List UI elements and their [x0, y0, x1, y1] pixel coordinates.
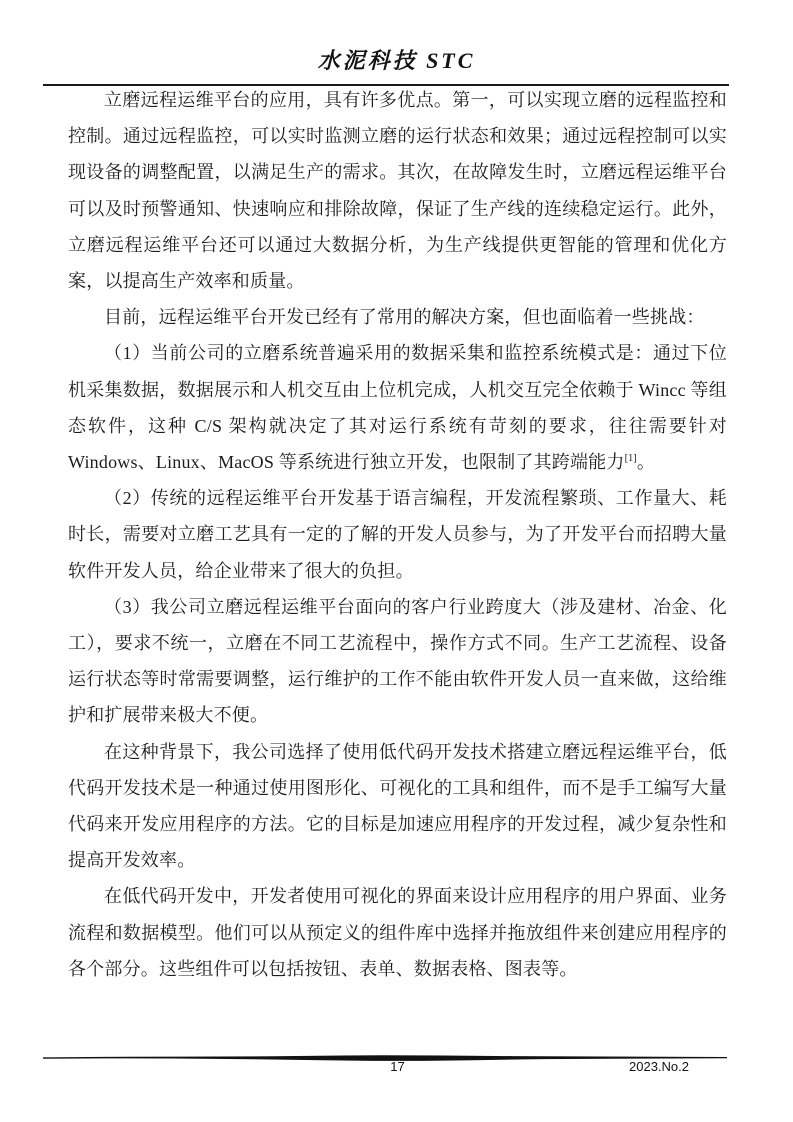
paragraph-challenge-2: （2）传统的远程运维平台开发基于语言编程，开发流程繁琐、工作量大、耗时长，需要对立磨工艺具有一定的了解的开发人员参与，为了开发平台而招聘大量软件开发人员，给企业带来了很大的负担。: [68, 488, 727, 581]
paragraph-lowcode-description: 在低代码开发中，开发者使用可视化的界面来设计应用程序的用户界面、业务流程和数据模型。他们可以从预定义的组件库中选择并拖放组件来创建应用程序的各个部分。这些组件可以包括按钮、表单、数据表格、图表等。: [68, 886, 727, 979]
journal-title: 水泥科技 STC: [317, 48, 476, 73]
paragraph-challenge-1-text: （1）当前公司的立磨系统普遍采用的数据采集和监控系统模式是：通过下位机采集数据，数据展示和人机交互由上位机完成，人机交互完全依赖于 Wincc 等组态软件，这种 C/S 架构就决定了其对运行系统有苛刻的要求，往往需要针对 Windows、Linux、MacOS 等系统进行独立开发，也限制了其跨端能力: [68, 343, 727, 473]
page-footer: [68, 1059, 727, 1079]
paragraph-advantages: 立磨远程运维平台的应用，具有许多优点。第一，可以实现立磨的远程监控和控制。通过远程监控，可以实时监测立磨的运行状态和效果；通过远程控制可以实现设备的调整配置，以满足生产的需求。其次，在故障发生时，立磨远程运维平台可以及时预警通知、快速响应和排除故障，保证了生产线的连续稳定运行。此外，立磨远程运维平台还可以通过大数据分析，为生产线提供更智能的管理和优化方案，以提高生产效率和质量。: [68, 90, 727, 292]
issue-number: 2023.No.2: [629, 1059, 689, 1074]
paragraph-challenge-3: （3）我公司立磨远程运维平台面向的客户行业跨度大（涉及建材、冶金、化工），要求不统一，立磨在不同工艺流程中，操作方式不同。生产工艺流程、设备运行状态等时常需要调整，运行维护的工作不能由软件开发人员一直来做，这给维护和扩展带来极大不便。: [68, 596, 727, 726]
paragraph-challenge-1: [68, 335, 727, 480]
paragraph-lowcode-choice: 在这种背景下，我公司选择了使用低代码开发技术搭建立磨远程运维平台，低代码开发技术是一种通过使用图形化、可视化的工具和组件，而不是手工编写大量代码来开发应用程序的方法。它的目标是加速应用程序的开发过程，减少复杂性和提高开发效率。: [68, 741, 727, 871]
paragraph-challenge-1-tail: 。: [636, 452, 656, 473]
paragraph-challenges-intro: 目前，远程运维平台开发已经有了常用的解决方案，但也面临着一些挑战：: [104, 307, 705, 328]
citation-ref-1: [1]: [624, 453, 637, 465]
footer-rule: [43, 1050, 727, 1059]
article-body: [68, 82, 727, 987]
page-number: 17: [390, 1059, 405, 1074]
